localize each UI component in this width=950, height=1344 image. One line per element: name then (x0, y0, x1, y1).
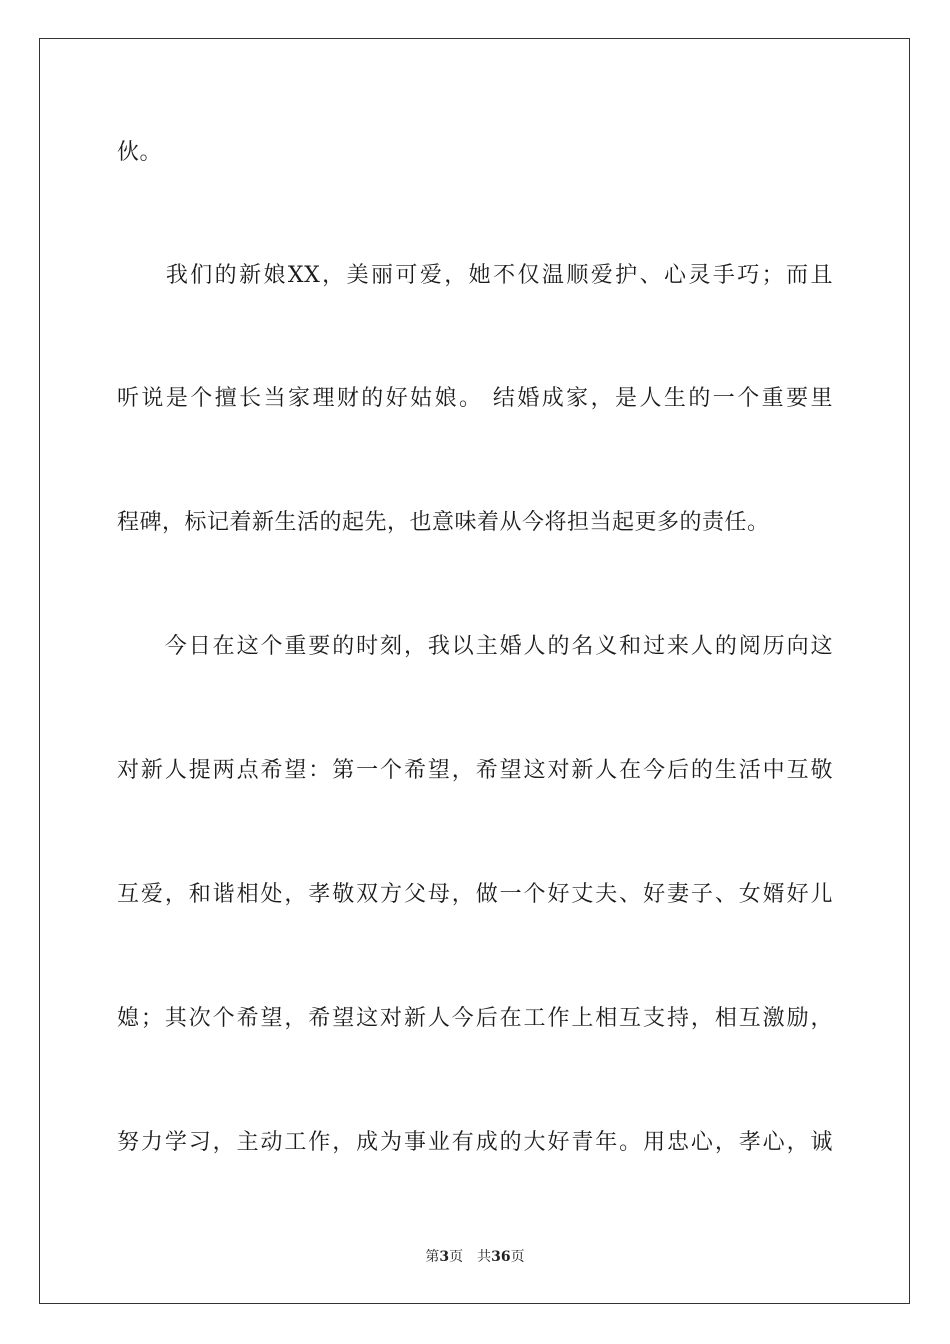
text-line-1: 伙。 (117, 140, 163, 165)
text-line-7: 互爱，和谐相处，孝敬双方父母，做一个好丈夫、好妻子、女婿好儿 (117, 882, 833, 907)
page-footer (0, 1248, 950, 1266)
total-prefix: 共 (477, 1249, 492, 1265)
text-line-4: 程碑，标记着新生活的起先，也意味着从今将担当起更多的责任。 (117, 510, 770, 535)
text-line-6: 对新人提两点希望：第一个希望，希望这对新人在今后的生活中互敬 (117, 758, 833, 783)
text-line-8: 媳；其次个希望，希望这对新人今后在工作上相互支持，相互激励， (117, 1006, 833, 1031)
text-line-3: 听说是个擅长当家理财的好姑娘。 结婚成家，是人生的一个重要里 (117, 386, 833, 411)
text-line-2: 我们的新娘XX，美丽可爱，她不仅温顺爱护、心灵手巧；而且 (117, 263, 833, 288)
text-line-5: 今日在这个重要的时刻，我以主婚人的名义和过来人的阅历向这 (117, 634, 833, 659)
text-line-9: 努力学习，主动工作，成为事业有成的大好青年。用忠心，孝心，诚 (117, 1130, 833, 1155)
total-suffix: 页 (510, 1249, 525, 1265)
page-prefix: 第 (425, 1249, 440, 1265)
total-page-count: 36 (491, 1249, 511, 1265)
page-suffix: 页 (449, 1249, 464, 1265)
current-page-number: 3 (439, 1249, 450, 1265)
page-border (39, 38, 910, 1304)
